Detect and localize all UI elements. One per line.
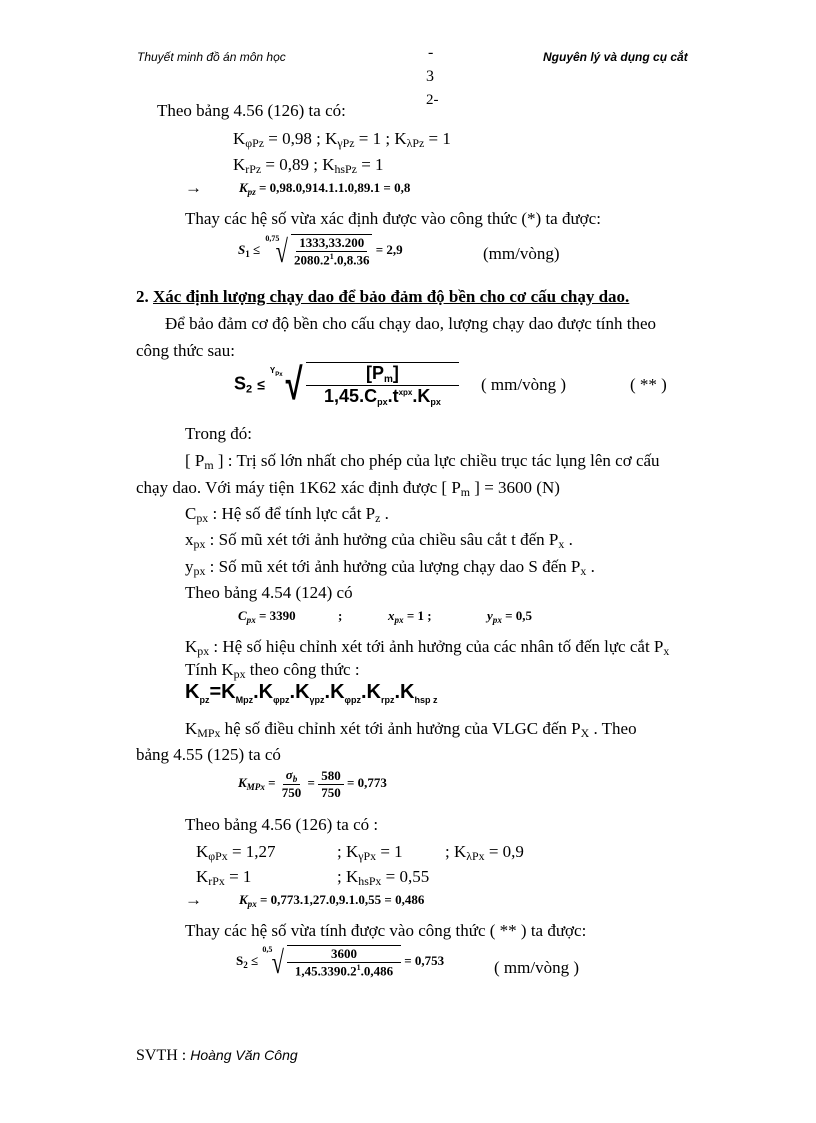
header-left: Thuyết minh đồ án môn học — [137, 50, 286, 64]
kpz-result: $K_{pz} = 0,98.0,914.1.1.0,89.1 = 0,8$ — [239, 180, 411, 197]
arrow-symbol: → — [185, 178, 202, 197]
xpx-value: $x_{px} = 1$ ; — [388, 608, 432, 625]
kmpx-definition-line2: bảng 4.55 (125) ta có — [136, 745, 281, 764]
footer: SVTH : Hoàng Văn Công — [136, 1047, 298, 1064]
s2-result-unit: ( mm/vòng ) — [494, 958, 579, 977]
kk-line1-b: ; $K_{\gamma Px} = 1$ — [337, 842, 403, 863]
section-2-heading: 2. Xác định lượng chạy dao để bảo đảm độ bền cho cơ cấu chạy dao. — [136, 287, 630, 306]
section-2-para-line1: Để bảo đảm cơ độ bền cho cấu chạy dao, lượng chạy dao được tính theo — [165, 314, 657, 333]
page-number-a: 3 — [426, 68, 434, 85]
ypx-definition: $y_{px}$ : Số mũ xét tới ảnh hưởng của lượng chạy dao S đến $P_x$ . — [185, 557, 595, 578]
kk-line2-a: $K_{rPx} = 1$ — [196, 867, 252, 888]
pm-definition-line2: chạy dao. Với máy tiện 1K62 xác định được [ $P_m$ ] = 3600 (N) — [136, 478, 560, 499]
kmpx-definition-line1: $K_{MPx}$ hệ số điều chỉnh xét tới ảnh hưởng của VLGC đến $P_X$ . Theo — [185, 719, 637, 740]
pm-definition-line1: [ $P_m$ ] : Trị số lớn nhất cho phép của lực chiều trục tác lụng lên cơ cấu — [185, 451, 660, 472]
section-2-para-line2: công thức sau: — [136, 341, 235, 360]
s2-result-formula: $S_2$ ≤ 0,5 √ $\frac{3600}{1,45.3390.2^1.0,486}$ = 0,753 — [236, 944, 445, 981]
header-dash: - — [428, 44, 434, 61]
s2-general-formula: $S_2$ ≤ $Y_{Px}$ √ $\frac{[P_m]}{1,45.C_{px}.t^{xpx}.K_{px}}$ — [234, 362, 459, 407]
coeff-line-1: $K_{\varphi Pz} = 0,98$ ; $K_{\gamma Pz} = 1$ ; $K_{\lambda Pz} = 1$ — [233, 129, 451, 150]
s2-equation-label: ( ** ) — [630, 375, 667, 394]
s1-formula: $S_1$ ≤ 0,75 √ $\frac{1333,33.200}{2080.2^1.0,8.36}$ = 2,9 — [238, 233, 403, 270]
table-456-ref: Theo bảng 4.56 (126) ta có : — [185, 815, 379, 834]
coeff-line-2: $K_{rPz} = 0,89$ ; $K_{hsPz} = 1$ — [233, 155, 384, 176]
calc-kpx-text: Tính $K_{px}$ theo công thức : — [185, 660, 360, 681]
separator-semicolon: ; — [338, 608, 343, 623]
kmpx-formula: $K_{MPx}$ = $\frac{\sigma_b}{750}$ = $\frac{580}{750}$ = 0,773 — [238, 767, 387, 800]
kk-line1-c: ; $K_{\lambda Px} = 0,9$ — [445, 842, 524, 863]
page-number-b: 2- — [426, 92, 439, 108]
table-ref-intro: Theo bảng 4.56 (126) ta có: — [157, 101, 346, 120]
s1-unit: (mm/vòng) — [483, 244, 560, 263]
cpx-value: $C_{px} = 3390$ — [238, 608, 296, 625]
s2-unit: ( mm/vòng ) — [481, 375, 566, 394]
header-right: Nguyên lý và dụng cụ cắt — [543, 50, 688, 64]
substitution-text-2: Thay các hệ số vừa tính được vào công thức ( ** ) ta được: — [185, 921, 587, 940]
kpz-product-formula: $K_{pz}=K_{Mpz}.K_{\varphi pz}.K_{\gamma pz}.K_{\varphi pz}.K_{rpz}.K_{hsp z}$ — [185, 681, 438, 705]
kk-line2-b: ; $K_{hsPx} = 0,55$ — [337, 867, 430, 888]
ypx-value: $y_{px} = 0,5$ — [487, 608, 533, 625]
table-454-ref: Theo bảng 4.54 (124) có — [185, 583, 353, 602]
kpx-definition: $K_{px}$ : Hệ số hiệu chỉnh xét tới ảnh hưởng của các nhân tố đến lực cắt $P_x$ — [185, 637, 670, 658]
xpx-definition: $x_{px}$ : Số mũ xét tới ảnh hưởng của chiều sâu cắt t đến $P_x$ . — [185, 530, 573, 551]
kk-line1-a: $K_{\varphi Px} = 1,27$ — [196, 842, 276, 863]
cpx-definition: $C_{px}$ : Hệ số để tính lực cắt $P_z$ . — [185, 504, 389, 525]
where-heading: Trong đó: — [185, 424, 252, 443]
kpx-result: $K_{px} = 0,773.1,27.0,9.1.0,55 = 0,486$ — [239, 892, 425, 909]
arrow-symbol-2: → — [185, 890, 202, 909]
substitution-text: Thay các hệ số vừa xác định được vào công thức (*) ta được: — [185, 209, 601, 228]
